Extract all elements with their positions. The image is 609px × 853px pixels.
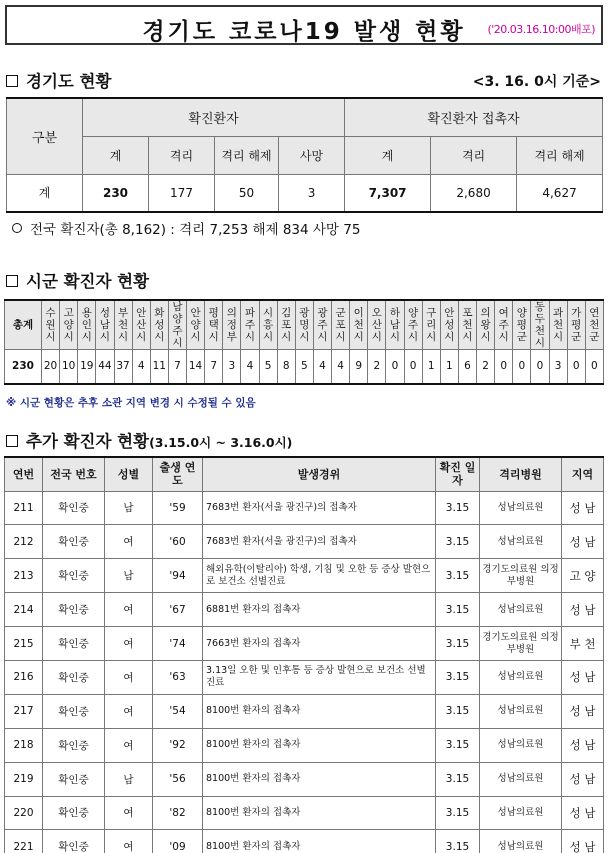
cell-hosp: 성남의료원 <box>480 525 562 559</box>
city-header: 안양시 <box>187 300 205 350</box>
cell-sex: 남 <box>105 559 153 593</box>
city-header: 파주시 <box>241 300 259 350</box>
cell-year: '59 <box>153 491 203 525</box>
col-header: 확진 일자 <box>436 457 480 491</box>
square-bullet-icon <box>6 435 18 447</box>
table-row <box>5 491 604 525</box>
total-header: 총계 <box>5 300 42 350</box>
base-time: <3. 16. 0시 기준> <box>472 74 601 90</box>
table-row <box>5 660 604 694</box>
confirmed-group-header: 확진환자 <box>83 98 345 136</box>
city-count: 3 <box>223 350 241 384</box>
cell-region: 고 양 <box>562 559 604 593</box>
city-count: 37 <box>114 350 132 384</box>
city-header: 김포시 <box>277 300 295 350</box>
city-count: 4 <box>241 350 259 384</box>
cell-no: 216 <box>5 660 43 694</box>
value-cell: 7,307 <box>345 174 431 212</box>
city-count: 19 <box>78 350 96 384</box>
city-header: 구리시 <box>422 300 440 350</box>
cell-sex: 여 <box>105 627 153 661</box>
cell-year: '74 <box>153 627 203 661</box>
city-header: 동두천시 <box>531 300 549 350</box>
summary-table <box>6 97 603 213</box>
page-title: 경기도 코로나19 발생 현황 <box>142 19 466 45</box>
cell-no: 212 <box>5 525 43 559</box>
cell-date: 3.15 <box>436 796 480 830</box>
city-count: 44 <box>96 350 114 384</box>
cell-region: 성 남 <box>562 491 604 525</box>
cell-route: 8100번 환자의 접촉자 <box>203 796 436 830</box>
cell-hosp: 성남의료원 <box>480 762 562 796</box>
cell-date: 3.15 <box>436 694 480 728</box>
cell-route: 7663번 환자의 접촉자 <box>203 627 436 661</box>
city-header: 부천시 <box>114 300 132 350</box>
city-header: 남양주시 <box>168 300 186 350</box>
cell-region: 성 남 <box>562 694 604 728</box>
cell-sex: 남 <box>105 491 153 525</box>
cell-nat: 확인중 <box>43 660 105 694</box>
cell-route: 해외유학(이탈리아) 학생, 기침 및 오한 등 증상 발현으로 보건소 선별진료 <box>203 559 436 593</box>
cell-route: 8100번 환자의 접촉자 <box>203 728 436 762</box>
cell-sex: 남 <box>105 762 153 796</box>
cell-region: 성 남 <box>562 830 604 853</box>
city-header: 화성시 <box>150 300 168 350</box>
cell-sex: 여 <box>105 593 153 627</box>
table-row <box>5 593 604 627</box>
cell-sex: 여 <box>105 796 153 830</box>
cell-nat: 확인중 <box>43 559 105 593</box>
city-header: 양평군 <box>513 300 531 350</box>
cell-no: 219 <box>5 762 43 796</box>
value-cell: 177 <box>149 174 215 212</box>
cell-year: '82 <box>153 796 203 830</box>
cell-year: '54 <box>153 694 203 728</box>
city-count: 11 <box>150 350 168 384</box>
city-header: 여주시 <box>495 300 513 350</box>
cell-no: 218 <box>5 728 43 762</box>
cell-region: 부 천 <box>562 627 604 661</box>
cell-region: 성 남 <box>562 593 604 627</box>
city-header: 오산시 <box>368 300 386 350</box>
city-count: 1 <box>440 350 458 384</box>
cell-year: '60 <box>153 525 203 559</box>
city-header: 가평군 <box>567 300 585 350</box>
cell-year: '67 <box>153 593 203 627</box>
cell-nat: 확인중 <box>43 525 105 559</box>
section-heading-gyeonggi: 경기도 현황 <box>6 68 111 92</box>
cell-route: 8100번 환자의 접촉자 <box>203 762 436 796</box>
city-header: 하남시 <box>386 300 404 350</box>
city-header: 연천군 <box>585 300 603 350</box>
city-count: 20 <box>42 350 60 384</box>
square-bullet-icon <box>6 75 18 87</box>
cell-hosp: 성남의료원 <box>480 694 562 728</box>
cell-year: '92 <box>153 728 203 762</box>
cell-hosp: 성남의료원 <box>480 593 562 627</box>
cell-date: 3.15 <box>436 525 480 559</box>
cell-hosp: 성남의료원 <box>480 830 562 853</box>
city-header: 포천시 <box>458 300 476 350</box>
city-header: 고양시 <box>60 300 78 350</box>
table-row <box>5 728 604 762</box>
cell-route: 8100번 환자의 접촉자 <box>203 830 436 853</box>
cell-hosp: 성남의료원 <box>480 728 562 762</box>
national-summary: 전국 확진자(총 8,162) : 격리 7,253 해제 834 사망 75 <box>12 218 360 238</box>
cell-date: 3.15 <box>436 660 480 694</box>
cell-year: '63 <box>153 660 203 694</box>
cell-sex: 여 <box>105 694 153 728</box>
city-count: 0 <box>513 350 531 384</box>
sub-header: 격리 해제 <box>215 136 279 174</box>
cell-nat: 확인중 <box>43 796 105 830</box>
cell-nat: 확인중 <box>43 491 105 525</box>
title-box <box>5 5 603 45</box>
row-label: 계 <box>7 174 83 212</box>
sub-header: 계 <box>345 136 431 174</box>
city-header: 과천시 <box>549 300 567 350</box>
cell-nat: 확인중 <box>43 694 105 728</box>
cell-hosp: 성남의료원 <box>480 796 562 830</box>
cell-year: '94 <box>153 559 203 593</box>
cell-hosp: 경기도의료원 의정부병원 <box>480 559 562 593</box>
table-row <box>5 796 604 830</box>
cell-year: '56 <box>153 762 203 796</box>
col-header: 전국 번호 <box>43 457 105 491</box>
cell-route: 7683번 환자(서울 광진구)의 접촉자 <box>203 491 436 525</box>
city-count: 4 <box>132 350 150 384</box>
value-cell: 3 <box>279 174 345 212</box>
city-count: 0 <box>495 350 513 384</box>
cell-region: 성 남 <box>562 525 604 559</box>
table-row <box>5 694 604 728</box>
release-date: ('20.03.16.10:00배포) <box>487 23 595 36</box>
cell-region: 성 남 <box>562 762 604 796</box>
sub-header: 격리 해제 <box>517 136 603 174</box>
table-row <box>5 525 604 559</box>
sub-header: 격리 <box>149 136 215 174</box>
col-header: 연번 <box>5 457 43 491</box>
cell-region: 성 남 <box>562 728 604 762</box>
cell-hosp: 성남의료원 <box>480 660 562 694</box>
city-count: 14 <box>187 350 205 384</box>
cell-hosp: 경기도의료원 의정부병원 <box>480 627 562 661</box>
cell-date: 3.15 <box>436 762 480 796</box>
cell-date: 3.15 <box>436 728 480 762</box>
col-header: 격리병원 <box>480 457 562 491</box>
city-count: 7 <box>168 350 186 384</box>
city-count: 4 <box>313 350 331 384</box>
cell-date: 3.15 <box>436 593 480 627</box>
col-header: 지역 <box>562 457 604 491</box>
cell-sex: 여 <box>105 830 153 853</box>
city-count: 0 <box>404 350 422 384</box>
city-count: 10 <box>60 350 78 384</box>
cell-no: 214 <box>5 593 43 627</box>
contacts-group-header: 확진환자 접촉자 <box>345 98 603 136</box>
cell-date: 3.15 <box>436 627 480 661</box>
col-header: 성별 <box>105 457 153 491</box>
city-note: ※ 시군 현황은 추후 소관 지역 변경 시 수정될 수 있음 <box>6 397 256 409</box>
city-header: 안성시 <box>440 300 458 350</box>
col-header: 출생 연도 <box>153 457 203 491</box>
square-bullet-icon <box>6 275 18 287</box>
section-heading-new-cases: 추가 확진자 현황(3.15.0시 ~ 3.16.0시) <box>6 428 292 452</box>
value-cell: 2,680 <box>431 174 517 212</box>
section-heading-cities: 시군 확진자 현황 <box>6 268 149 292</box>
cell-no: 217 <box>5 694 43 728</box>
city-count: 6 <box>458 350 476 384</box>
city-header: 광주시 <box>313 300 331 350</box>
new-cases-table <box>4 456 604 853</box>
cell-nat: 확인중 <box>43 593 105 627</box>
cell-no: 215 <box>5 627 43 661</box>
city-header: 시흥시 <box>259 300 277 350</box>
cell-nat: 확인중 <box>43 830 105 853</box>
city-header: 수원시 <box>42 300 60 350</box>
value-cell: 50 <box>215 174 279 212</box>
city-header: 용인시 <box>78 300 96 350</box>
sub-header: 계 <box>83 136 149 174</box>
gubun-header: 구분 <box>7 98 83 174</box>
cell-date: 3.15 <box>436 830 480 853</box>
city-header: 양주시 <box>404 300 422 350</box>
city-header: 평택시 <box>205 300 223 350</box>
city-count: 0 <box>531 350 549 384</box>
cell-route: 3.13일 오한 및 인후통 등 증상 발현으로 보건소 선별진료 <box>203 660 436 694</box>
cell-sex: 여 <box>105 525 153 559</box>
city-count: 0 <box>585 350 603 384</box>
city-header: 광명시 <box>295 300 313 350</box>
cell-route: 6881번 환자의 접촉자 <box>203 593 436 627</box>
city-header: 의정부 <box>223 300 241 350</box>
city-header: 이천시 <box>350 300 368 350</box>
city-header: 군포시 <box>332 300 350 350</box>
cell-sex: 여 <box>105 728 153 762</box>
cell-year: '09 <box>153 830 203 853</box>
city-header: 의왕시 <box>477 300 495 350</box>
value-cell: 230 <box>83 174 149 212</box>
cell-route: 8100번 환자의 접촉자 <box>203 694 436 728</box>
table-row <box>5 559 604 593</box>
cell-nat: 확인중 <box>43 762 105 796</box>
cell-sex: 여 <box>105 660 153 694</box>
city-count: 0 <box>567 350 585 384</box>
cell-nat: 확인중 <box>43 728 105 762</box>
city-count: 9 <box>350 350 368 384</box>
city-table <box>4 299 604 385</box>
cell-region: 성 남 <box>562 796 604 830</box>
cell-nat: 확인중 <box>43 627 105 661</box>
total-count: 230 <box>5 350 42 384</box>
table-row <box>5 627 604 661</box>
table-row <box>5 762 604 796</box>
city-header: 성남시 <box>96 300 114 350</box>
cell-no: 221 <box>5 830 43 853</box>
cell-hosp: 성남의료원 <box>480 491 562 525</box>
city-count: 2 <box>368 350 386 384</box>
sub-header: 사망 <box>279 136 345 174</box>
sub-header: 격리 <box>431 136 517 174</box>
col-header: 발생경위 <box>203 457 436 491</box>
circle-bullet-icon <box>12 223 22 233</box>
city-count: 5 <box>259 350 277 384</box>
table-row <box>5 830 604 853</box>
city-count: 5 <box>295 350 313 384</box>
city-count: 2 <box>477 350 495 384</box>
cell-date: 3.15 <box>436 559 480 593</box>
cell-no: 211 <box>5 491 43 525</box>
cell-date: 3.15 <box>436 491 480 525</box>
cell-route: 7683번 환자(서울 광진구)의 접촉자 <box>203 525 436 559</box>
city-count: 1 <box>422 350 440 384</box>
city-count: 4 <box>332 350 350 384</box>
value-cell: 4,627 <box>517 174 603 212</box>
cell-region: 성 남 <box>562 660 604 694</box>
city-count: 7 <box>205 350 223 384</box>
city-count: 8 <box>277 350 295 384</box>
city-count: 3 <box>549 350 567 384</box>
cell-no: 220 <box>5 796 43 830</box>
city-header: 안산시 <box>132 300 150 350</box>
city-count: 0 <box>386 350 404 384</box>
cell-no: 213 <box>5 559 43 593</box>
